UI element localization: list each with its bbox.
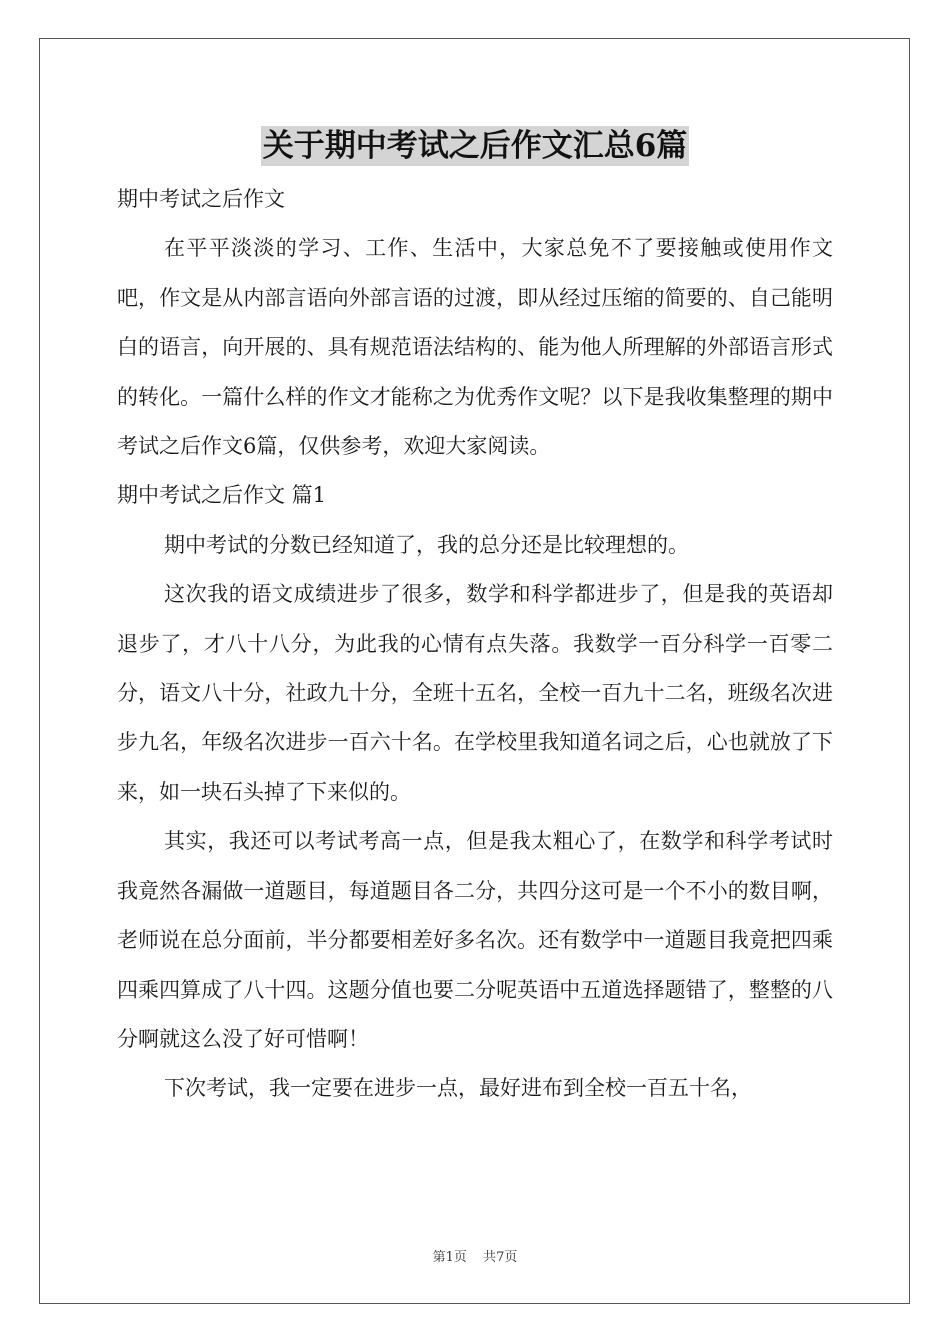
body-paragraph: 期中考试的分数已经知道了，我的总分还是比较理想的。 [164,532,689,557]
page-footer [0,1246,950,1265]
document-body [117,175,833,1114]
body-paragraph: 这次我的语文成绩进步了很多，数学和科学都进步了，但是我的英语却退步了，才八十八分，为此我的心情有点失落。我数学一百分科学一百零二分，语文八十分，社政九十分，全班十五名，全校一百九十二名，班级名次进步九名，年级名次进步一百六十名。在学校里我知道名词之后，心也就放了下来，如一块石头掉了下来似的。 [117,582,833,804]
section-heading: 期中考试之后作文 [117,187,285,211]
intro-paragraph: 在平平淡淡的学习、工作、生活中，大家总免不了要接触或使用作文吧，作文是从内部言语向外部言语的过渡，即从经过压缩的简要的、自己能明白的语言，向开展的、具有规范语法结构的、能为他人所理解的外部语言形式的转化。一篇什么样的作文才能称之为优秀作文呢？以下是我收集整理的期中考试之后作文6篇，仅供参考，欢迎大家阅读。 [117,236,833,459]
document-title: 关于期中考试之后作文汇总6篇 [262,128,688,164]
page-total: 共7页 [483,1250,518,1265]
page-number: 第1页 [432,1250,467,1265]
title-container [0,126,950,166]
body-paragraph: 下次考试，我一定要在进步一点，最好进布到全校一百五十名， [164,1076,752,1101]
essay-heading: 期中考试之后作文 篇1 [117,483,327,508]
body-paragraph: 其实，我还可以考试考高一点，但是我太粗心了，在数学和科学考试时我竟然各漏做一道题目，每道题目各二分，共四分这可是一个不小的数目啊，老师说在总分面前，半分都要相差好多名次。还有数学中一道题目我竟把四乘四乘四算成了八十四。这题分值也要二分呢英语中五道选择题错了，整整的八分啊就这么没了好可惜啊！ [117,829,833,1051]
